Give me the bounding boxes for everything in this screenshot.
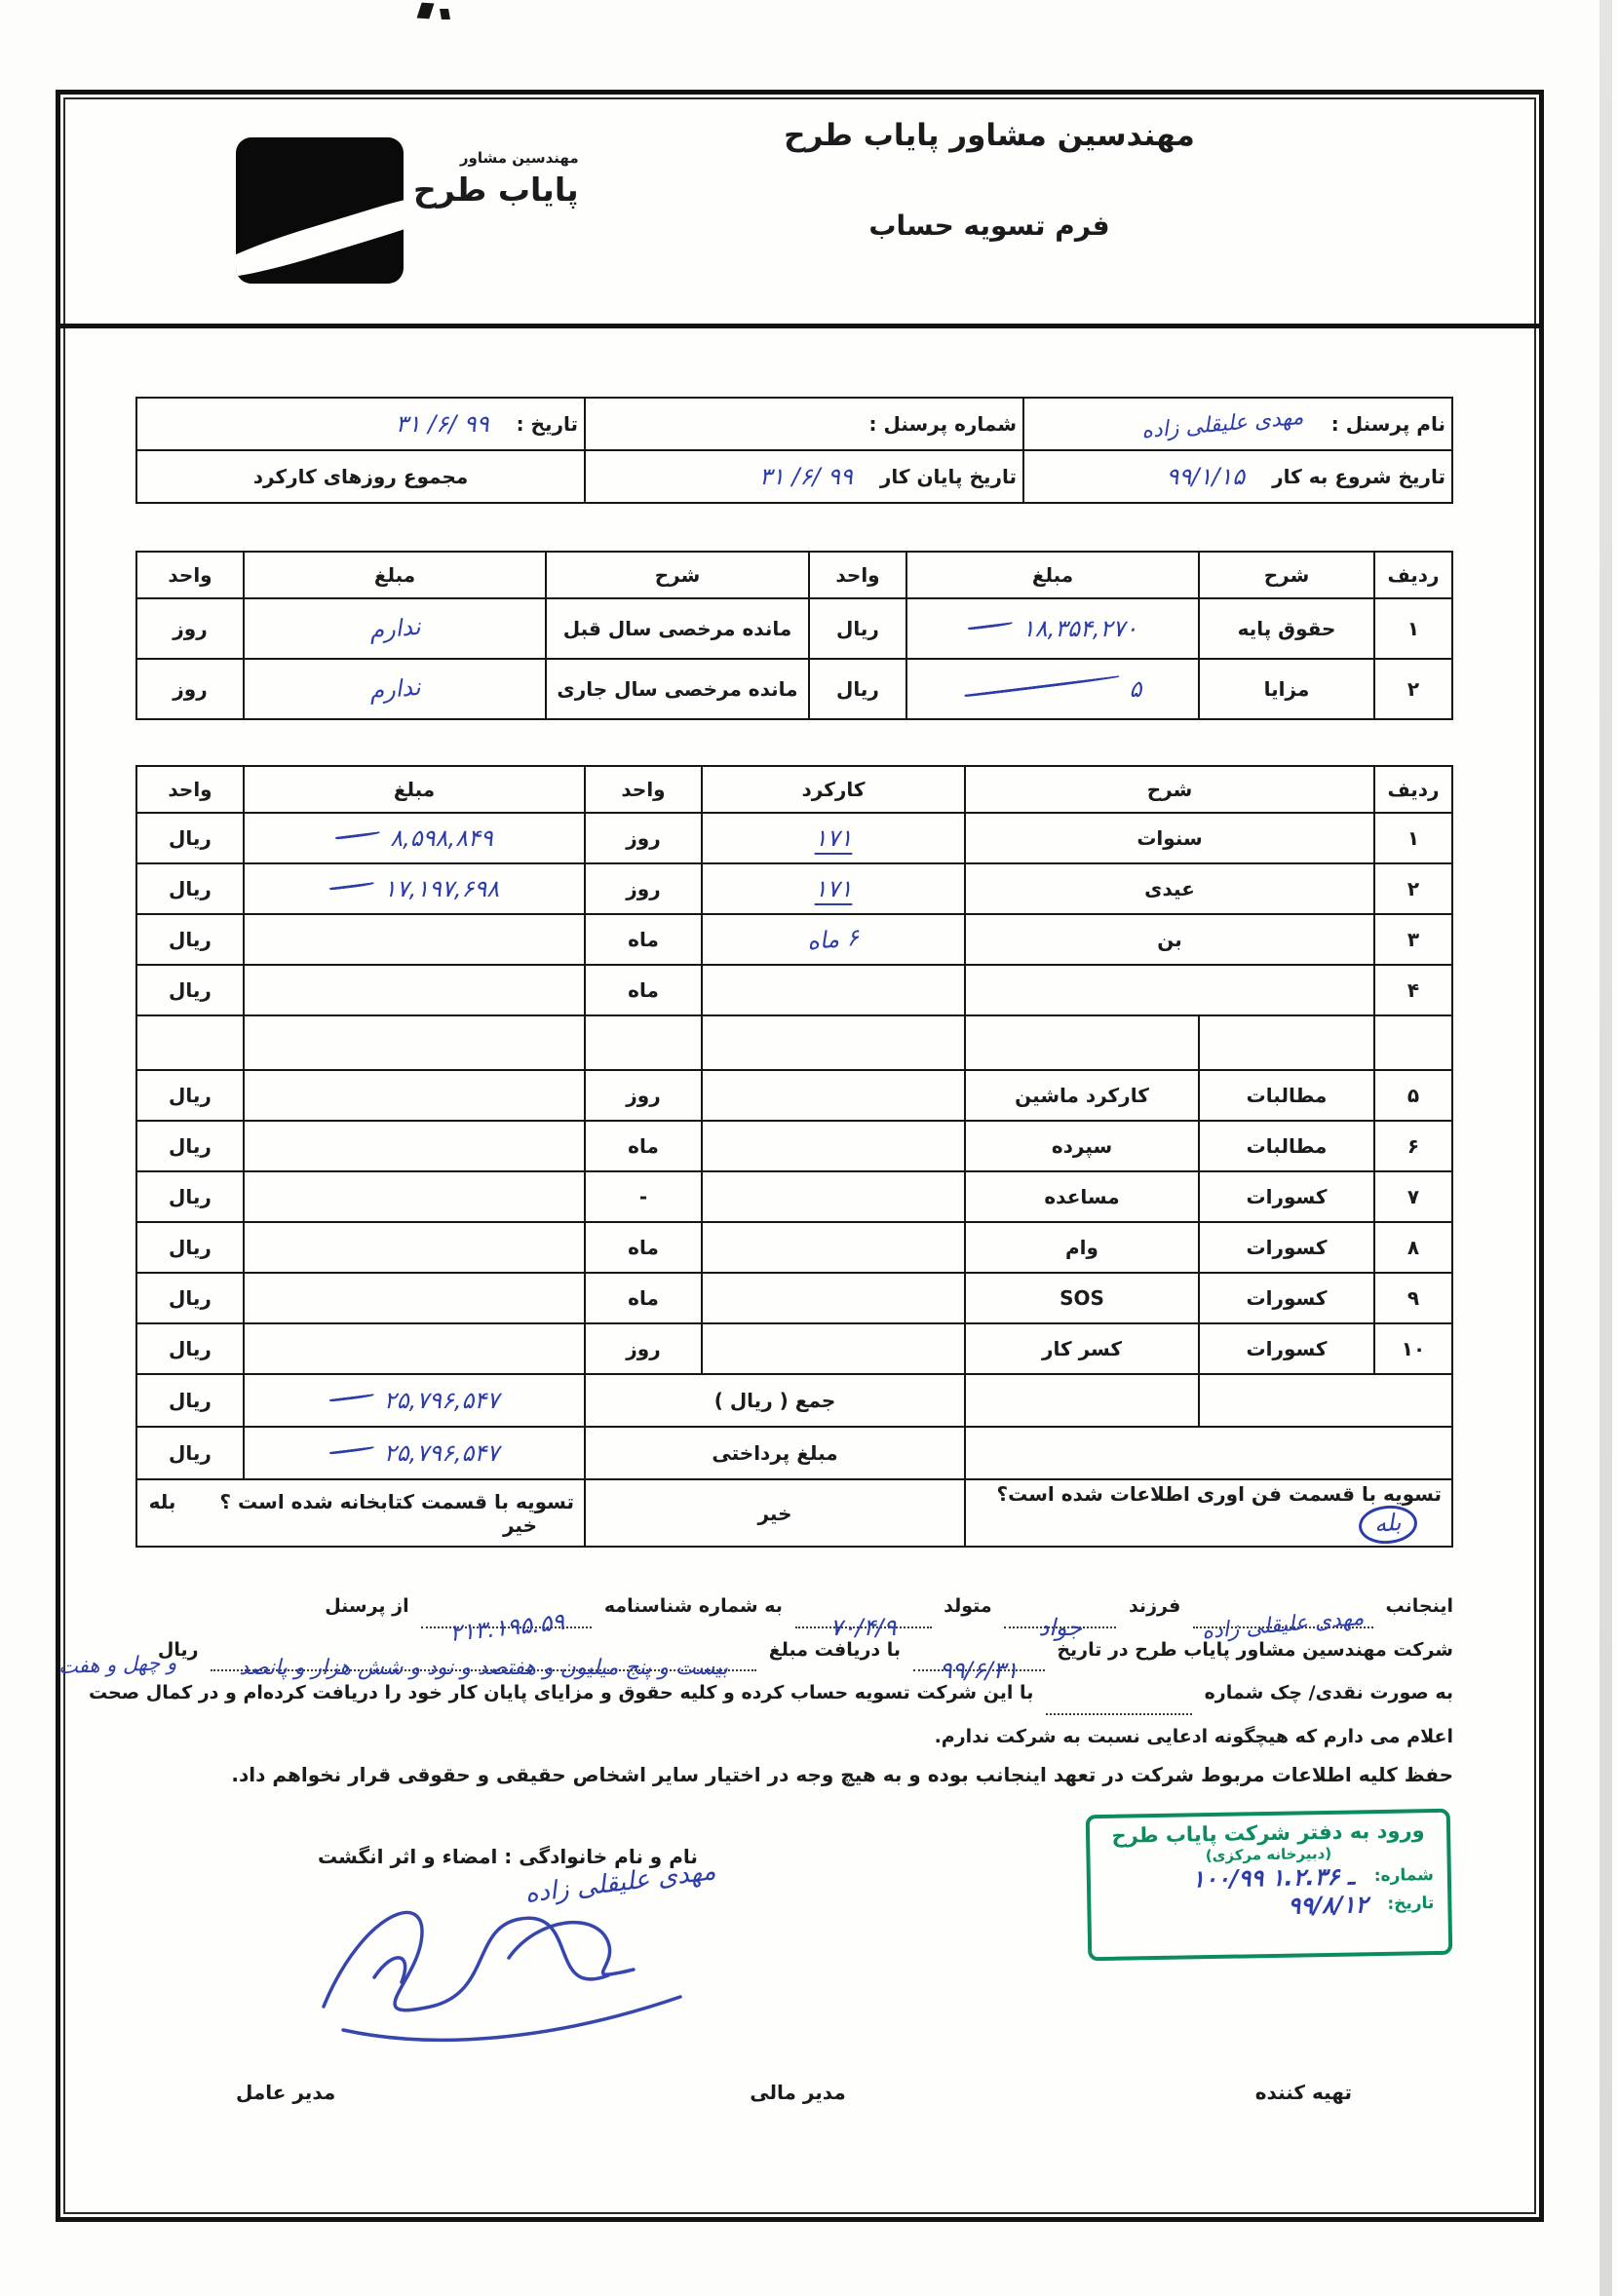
total-days-label: مجموع روزهای کارکرد [252, 465, 469, 488]
handwritten-end-date: ۹۹ /۶/ ۳۱ [758, 463, 853, 490]
col-header-vahed: واحد [136, 766, 244, 813]
secretariat-stamp [1086, 1808, 1453, 1961]
table-row [136, 598, 1452, 659]
cell-sub: سپرده [965, 1121, 1199, 1171]
static-text: شرکت مهندسین مشاور پایاب طرح در تاریخ [1057, 1638, 1453, 1661]
cell-vahed: روز [585, 813, 702, 863]
stamp-subtitle: (دبیرخانه مرکزی) [1205, 1844, 1332, 1864]
cell-vahed: ریال [809, 659, 906, 719]
library-clearance-question: تسویه با قسمت کتابخانه شده است ؟ [219, 1489, 574, 1513]
table-row [136, 1273, 1452, 1323]
form-date-label: تاریخ : [516, 412, 578, 436]
col-header-mablagh: مبلغ [244, 552, 546, 598]
cell-unit: ریال [136, 914, 244, 965]
cell-radif: ۱ [1374, 598, 1452, 659]
handwritten-stamp-date: ۹۹/۸/۱۲ [1288, 1890, 1368, 1920]
cell-empty [965, 1427, 1452, 1479]
cell-vahed: ماه [585, 914, 702, 965]
cell-radif: ۹ [1374, 1273, 1452, 1323]
cell-unit: ریال [136, 1273, 244, 1323]
cell-sub: SOS [965, 1273, 1199, 1323]
table-row [136, 1070, 1452, 1121]
header-row [136, 766, 1452, 813]
table-row [136, 813, 1452, 863]
handwritten-amount: ۱۷,۱۹۷,۶۹۸ [329, 875, 499, 902]
col-header-vahed: واحد [136, 552, 244, 598]
footer-finance-manager-label: مدیر مالی [750, 2080, 846, 2104]
cell-sharh: مزایا [1199, 659, 1374, 719]
cell-sub: کسر کار [965, 1323, 1199, 1374]
handwritten-days: ۱۷۱ [814, 875, 853, 902]
cell-karkard [702, 965, 965, 1015]
cell-vahed: - [585, 1171, 702, 1222]
cell-mablagh [244, 965, 585, 1015]
declaration-paragraph [58, 1585, 1453, 1759]
col-header-radif: ردیف [1374, 766, 1452, 813]
cell-vahed: روز [136, 659, 244, 719]
static-text: از پرسنل [325, 1595, 409, 1617]
handwritten-none: ندارم [367, 672, 422, 706]
handwritten-amount-words-overflow: و چهل و هفت [58, 1650, 177, 1679]
cell-radif: ۸ [1374, 1222, 1452, 1273]
cell-unit: ریال [136, 1323, 244, 1374]
signature-area [142, 1810, 1453, 2192]
declaration-line-1 [142, 1585, 1453, 1647]
cell-mablagh [244, 863, 585, 914]
scan-artifact [417, 3, 435, 19]
cell-empty [702, 1015, 965, 1070]
cell-mablagh [244, 1121, 585, 1171]
cell-karkard [702, 1070, 965, 1121]
footer-managing-director-label: مدیر عامل [236, 2080, 336, 2104]
scan-artifact [440, 9, 450, 19]
sum-row [136, 1374, 1452, 1427]
cell-unit: ریال [136, 1427, 244, 1479]
cell-radif: ۳ [1374, 914, 1452, 965]
cell-sharh: کسورات [1199, 1222, 1374, 1273]
cell-mablagh [906, 659, 1199, 719]
stamp-number-label: شماره: [1373, 1864, 1435, 1886]
cell-radif: ۷ [1374, 1171, 1452, 1222]
handwritten-months: ۶ ماه [806, 923, 861, 956]
cell-mablagh [244, 914, 585, 965]
table-row [136, 1323, 1452, 1374]
cell-sharh: حقوق پایه [1199, 598, 1374, 659]
handwritten-father-name: جواد [1038, 1613, 1083, 1641]
cell-sharh: عیدی [965, 863, 1374, 914]
static-text: متولد [944, 1595, 992, 1617]
cell-karkard [702, 1121, 965, 1171]
cell-sharh: مطالبات [1199, 1070, 1374, 1121]
cell-radif: ۲ [1374, 863, 1452, 914]
cell-vahed: ماه [585, 1273, 702, 1323]
cell-empty [585, 1015, 702, 1070]
table-row [136, 863, 1452, 914]
personnel-number-label: شماره پرسنل : [868, 412, 1017, 436]
table-row [136, 398, 1452, 450]
clearance-row [136, 1479, 1452, 1547]
cell-vahed: روز [585, 1323, 702, 1374]
handwritten-amount: ۵ [964, 675, 1142, 703]
cell-vahed: ماه [585, 965, 702, 1015]
table-row [136, 1121, 1452, 1171]
settlement-table [135, 765, 1453, 1548]
static-text: به صورت نقدی/ چک شماره [1204, 1682, 1453, 1704]
cell-mablagh [906, 598, 1199, 659]
cell-sharh: کسورات [1199, 1273, 1374, 1323]
signature-label: نام و نام خانوادگی : امضاء و اثر انگشت [318, 1844, 698, 1868]
cell-unit: ریال [136, 863, 244, 914]
col-header-radif: ردیف [1374, 552, 1452, 598]
form-title: فرم تسویه حساب [868, 210, 1110, 242]
cell-empty [1199, 1015, 1374, 1070]
handwritten-days: ۱۷۱ [814, 824, 853, 852]
dotted-blank [1193, 1605, 1373, 1645]
table-row [136, 914, 1452, 965]
cell-empty [244, 1015, 585, 1070]
dotted-blank-cheque [1046, 1693, 1192, 1715]
sum-label: جمع ( ریال ) [585, 1374, 965, 1427]
form-sheet [56, 90, 1544, 2222]
handwritten-stamp-number: ۱۰۰/۹۹ ـ ۱.۲.۳۶ [1191, 1862, 1355, 1893]
cell-sharh: سنوات [965, 813, 1374, 863]
salary-leave-table [135, 551, 1453, 720]
handwritten-birth-date: ۷۰/۴/۹ [829, 1613, 897, 1641]
dotted-blank [795, 1606, 932, 1641]
cell-empty [965, 1374, 1199, 1427]
cell-empty [136, 1015, 244, 1070]
cell-vahed: روز [136, 598, 244, 659]
confidentiality-note: حفظ کلیه اطلاعات مربوط شرکت در تعهد اینجانب بوده و به هیچ وجه در اختیار سایر اشخاص حقیقی و حقوقی قرار نخواهم داد. [231, 1762, 1453, 1786]
table-row [136, 450, 1452, 503]
start-date-label: تاریخ شروع به کار [1272, 465, 1445, 488]
handwritten-amount-words: بیست و پنج میلیون و هفتصد و نود و شش هزار و پانصد [239, 1656, 728, 1681]
col-header-sharh: شرح [546, 552, 809, 598]
cell-mablagh [244, 1323, 585, 1374]
end-date-label: تاریخ پایان کار [879, 465, 1017, 488]
static-text: با دریافت مبلغ [768, 1638, 902, 1661]
cell-vahed: ریال [809, 598, 906, 659]
cell-unit: ریال [136, 1070, 244, 1121]
cell-karkard [702, 1273, 965, 1323]
form-date-cell [136, 398, 585, 450]
static-text: ریال [157, 1638, 199, 1661]
static-text: به شماره شناسنامه [603, 1595, 783, 1617]
personnel-name-label: نام پرسنل : [1330, 412, 1445, 436]
cell-sub: مساعده [965, 1171, 1199, 1222]
stamp-title: ورود به دفتر شرکت پایاب طرح [1111, 1818, 1425, 1848]
paid-row [136, 1427, 1452, 1479]
cell-vahed: ماه [585, 1121, 702, 1171]
form-header [60, 95, 1539, 328]
company-logo-mark [236, 137, 404, 284]
handwritten-form-date: ۹۹ /۶/ ۳۱ [395, 410, 489, 438]
handwritten-start-date: ۹۹/۱/۱۵ [1166, 463, 1246, 490]
static-text: اعلام می دارم که هیچگونه ادعایی نسبت به شرکت ندارم. [934, 1725, 1453, 1747]
dotted-blank [1004, 1606, 1116, 1641]
cell-sharh: مطالبات [1199, 1121, 1374, 1171]
handwritten-amount: ۱۸,۳۵۴,۲۷۰ [968, 615, 1137, 642]
handwritten-signature-name: مهدی علیقلی زاده [522, 1856, 717, 1909]
cell-karkard [702, 1171, 965, 1222]
cell-sharh: کسورات [1199, 1323, 1374, 1374]
cell-unit: ریال [136, 965, 244, 1015]
cell-karkard [702, 863, 965, 914]
handwritten-id-number: ۲۱۳.۱۹۵.۵۹ [447, 1607, 566, 1647]
form-body [60, 397, 1539, 2192]
cell-radif: ۶ [1374, 1121, 1452, 1171]
library-no-option: خیر [502, 1512, 537, 1537]
cell-sub: وام [965, 1222, 1199, 1273]
dotted-blank [913, 1649, 1045, 1685]
cell-unit: ریال [136, 1121, 244, 1171]
dotted-blank [421, 1606, 592, 1647]
table-row [136, 1222, 1452, 1273]
stamp-date-label: تاریخ: [1387, 1893, 1435, 1914]
paid-label: مبلغ پرداختی [585, 1427, 965, 1479]
company-logo-text [413, 137, 579, 286]
cell-radif: ۴ [1374, 965, 1452, 1015]
company-logo [236, 137, 579, 286]
table-row [136, 965, 1452, 1015]
sum-amount-cell [244, 1374, 585, 1427]
cell-sub: کارکرد ماشین [965, 1070, 1199, 1121]
cell-vahed: روز [585, 1070, 702, 1121]
col-header-sharh: شرح [1199, 552, 1374, 598]
it-clearance-question-cell [965, 1479, 1452, 1547]
handwritten-name: مهدی علیقلی زاده [1201, 1605, 1366, 1645]
start-date-cell [1023, 450, 1452, 503]
library-yes-option: بله [148, 1489, 176, 1513]
handwritten-none: ندارم [367, 612, 422, 645]
cell-radif: ۲ [1374, 659, 1452, 719]
cell-empty [1374, 1015, 1452, 1070]
total-days-cell [136, 450, 585, 503]
cell-radif: ۱۰ [1374, 1323, 1452, 1374]
col-header-mablagh: مبلغ [244, 766, 585, 813]
personnel-name-cell [1023, 398, 1452, 450]
col-header-vahed: واحد [585, 766, 702, 813]
handwritten-sum: ۲۵,۷۹۶,۵۴۷ [329, 1387, 499, 1414]
static-text: اینجانب [1385, 1595, 1453, 1617]
logo-name: پایاب طرح [413, 171, 579, 209]
handwritten-settlement-date: ۹۹/۶/۳۱ [939, 1657, 1019, 1685]
cell-sharh: کسورات [1199, 1171, 1374, 1222]
col-header-karkard: کارکرد [702, 766, 965, 813]
handwritten-amount: ۸,۵۹۸,۸۴۹ [335, 824, 493, 852]
scan-edge-shadow [1599, 0, 1612, 2296]
cell-unit: ریال [136, 813, 244, 863]
stamp-date-row [1091, 1888, 1447, 1922]
middle-answer-cell: خیر [585, 1479, 965, 1547]
col-header-mablagh: مبلغ [906, 552, 1199, 598]
cell-karkard [702, 1222, 965, 1273]
static-text: فرزند [1128, 1595, 1181, 1617]
cell-mablagh [244, 1171, 585, 1222]
cell-empty [965, 1015, 1199, 1070]
footer-preparer-label: تهیه کننده [1254, 2080, 1352, 2104]
cell-vahed: روز [585, 863, 702, 914]
cell-mablagh [244, 659, 546, 719]
cell-vahed: ماه [585, 1222, 702, 1273]
table-row [136, 659, 1452, 719]
cell-sharh: مانده مرخصی سال قبل [546, 598, 809, 659]
it-clearance-question: تسویه با قسمت فن اوری اطلاعات شده است؟ [996, 1482, 1442, 1506]
cell-sharh [965, 965, 1374, 1015]
table-row [136, 1171, 1452, 1222]
cell-unit: ریال [136, 1374, 244, 1427]
library-clearance-question-cell [136, 1479, 585, 1547]
cell-mablagh [244, 1273, 585, 1323]
cell-karkard [702, 914, 965, 965]
cell-empty [1199, 1374, 1452, 1427]
handwritten-personnel-name: مهدی علیقلی زاده [1140, 404, 1305, 443]
handwritten-paid: ۲۵,۷۹۶,۵۴۷ [329, 1439, 499, 1467]
cell-sharh: بن [965, 914, 1374, 965]
handwritten-it-answer: بله [1357, 1503, 1418, 1546]
end-date-cell [585, 450, 1023, 503]
cell-karkard [702, 1323, 965, 1374]
cell-unit: ریال [136, 1171, 244, 1222]
form-titles [731, 118, 1248, 242]
cell-mablagh [244, 813, 585, 863]
cell-radif: ۵ [1374, 1070, 1452, 1121]
header-row [136, 552, 1452, 598]
col-header-sharh: شرح [965, 766, 1374, 813]
cell-mablagh [244, 1070, 585, 1121]
col-header-vahed: واحد [809, 552, 906, 598]
org-title: مهندسین مشاور پایاب طرح [784, 118, 1195, 153]
cell-sharh: مانده مرخصی سال جاری [546, 659, 809, 719]
cell-mablagh [244, 1222, 585, 1273]
declaration-line-4 [142, 1715, 1453, 1759]
spacer-row [136, 1015, 1452, 1070]
cell-radif: ۱ [1374, 813, 1452, 863]
cell-karkard [702, 813, 965, 863]
static-text: با این شرکت تسویه حساب کرده و کلیه حقوق و مزایای پایان کار خود را دریافت کرده‌ام و در کمال صحت [88, 1682, 1034, 1704]
cell-mablagh [244, 598, 546, 659]
logo-tagline: مهندسین مشاور [459, 149, 579, 167]
personnel-number-cell [585, 398, 1023, 450]
personnel-info-table [135, 397, 1453, 504]
paid-amount-cell [244, 1427, 585, 1479]
cell-unit: ریال [136, 1222, 244, 1273]
